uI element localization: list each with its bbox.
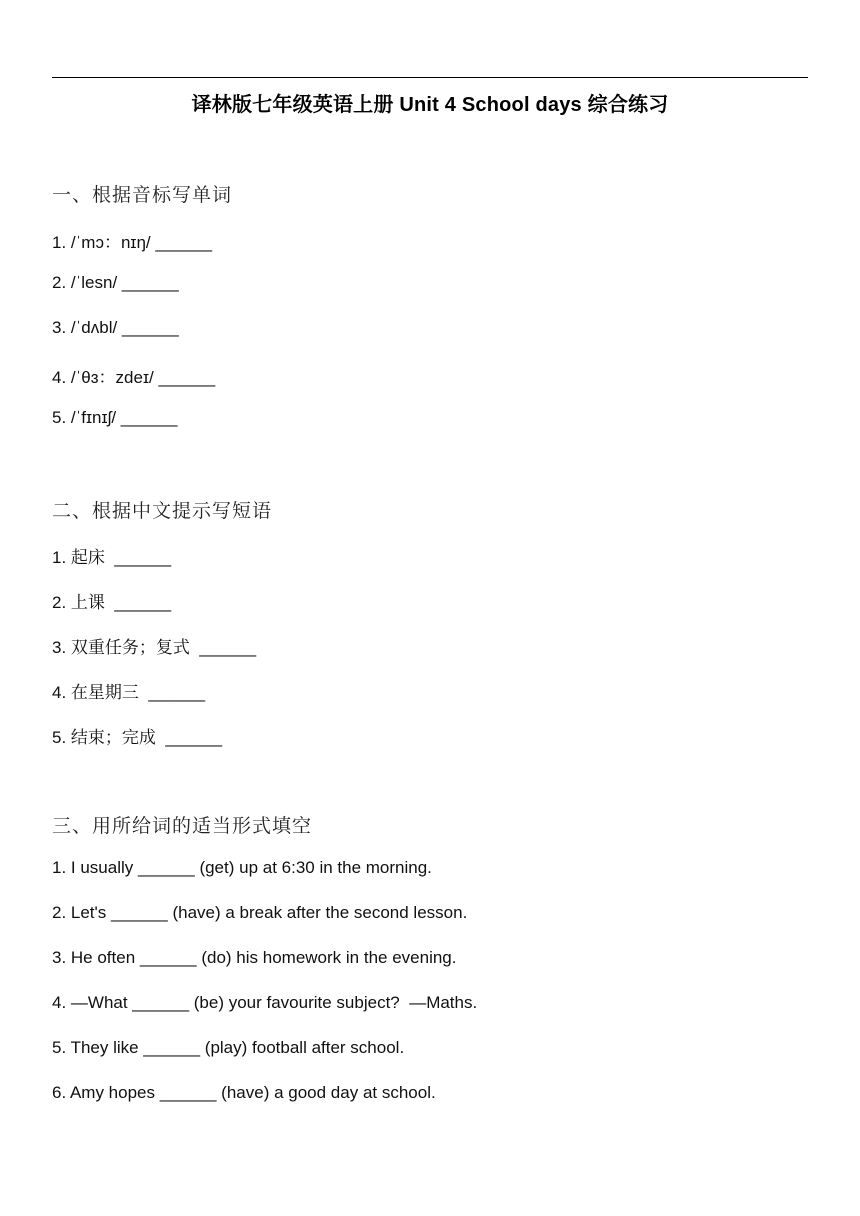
page-title: 译林版七年级英语上册 Unit 4 School days 综合练习 bbox=[191, 94, 669, 116]
section-1-item-1: 1. /ˈmɔ：nɪŋ/ ______ bbox=[52, 233, 213, 252]
section-3-item-6: 6. Amy hopes ______ (have) a good day at school. bbox=[52, 1083, 436, 1102]
section-2-heading: 二、根据中文提示写短语 bbox=[52, 500, 273, 522]
section-2-item-2: 2. 上课 ______ bbox=[52, 593, 172, 612]
section-3-item-1: 1. I usually ______ (get) up at 6:30 in the morning. bbox=[52, 858, 432, 877]
section-1-item-3: 3. /ˈdʌbl/ ______ bbox=[52, 318, 179, 337]
section-2-item-3: 3. 双重任务；复式 ______ bbox=[52, 638, 257, 657]
section-3-item-5: 5. They like ______ (play) football after school. bbox=[52, 1038, 405, 1057]
section-2-item-5: 5. 结束；完成 ______ bbox=[52, 728, 223, 747]
section-1-heading: 一、根据音标写单词 bbox=[52, 184, 233, 206]
section-2-item-4: 4. 在星期三 ______ bbox=[52, 683, 206, 702]
section-2-item-1: 1. 起床 ______ bbox=[52, 548, 172, 567]
section-1-item-4: 4. /ˈθɜ：zdeɪ/ ______ bbox=[52, 368, 216, 387]
header-rule bbox=[52, 77, 808, 78]
section-3-item-3: 3. He often ______ (do) his homework in the evening. bbox=[52, 948, 457, 967]
section-1-item-5: 5. /ˈfɪnɪʃ/ ______ bbox=[52, 408, 178, 427]
section-1-item-2: 2. /ˈlesn/ ______ bbox=[52, 273, 179, 292]
section-3-item-2: 2. Let's ______ (have) a break after the second lesson. bbox=[52, 903, 468, 922]
section-3-item-4: 4. —What ______ (be) your favourite subject? —Maths. bbox=[52, 993, 478, 1012]
section-3-heading: 三、用所给词的适当形式填空 bbox=[52, 815, 313, 837]
